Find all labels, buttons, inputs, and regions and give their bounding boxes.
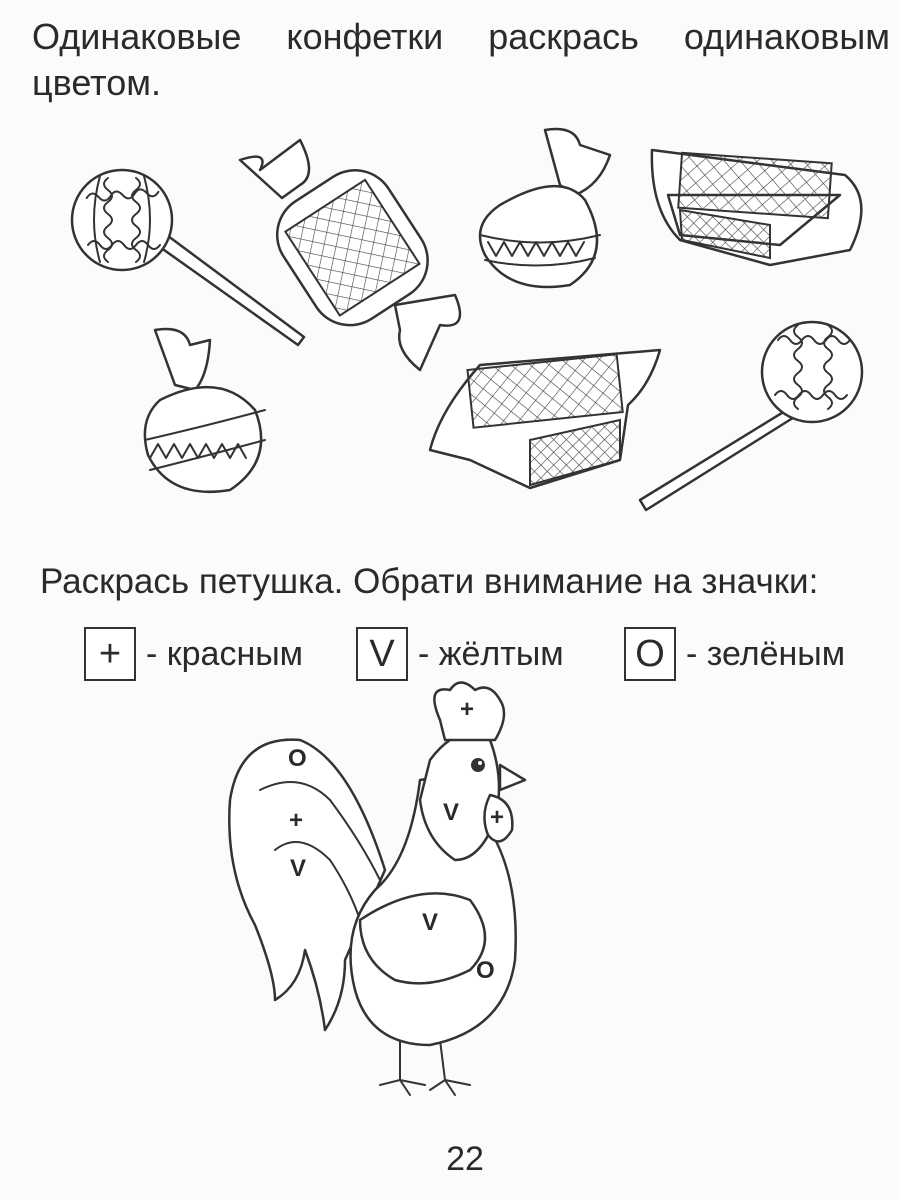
lollipop-icon: [72, 170, 304, 345]
rooster-mark-tail-mid: +: [289, 807, 304, 834]
rooster-mark-tail-top: О: [288, 745, 307, 772]
lollipop-icon: [640, 322, 862, 510]
waffle-candy-icon: [652, 150, 861, 265]
wrapped-candy-icon: [240, 140, 460, 370]
rooster-mark-neck: V: [443, 799, 460, 826]
rooster-mark-body: О: [476, 957, 495, 984]
legend-label: - красным: [146, 634, 304, 673]
rooster-mark-comb: +: [460, 696, 475, 723]
task1-instruction: Одинаковые конфетки раскрась одинаковым цветом.: [32, 16, 890, 103]
bonbon-icon: [145, 329, 265, 492]
legend-item-red: [84, 627, 303, 681]
legend-item-yellow: [356, 627, 564, 681]
rooster-mark-wattle: +: [490, 804, 505, 831]
legend-label: - жёлтым: [418, 634, 564, 673]
rooster-mark-tail-low: V: [290, 855, 307, 882]
legend-symbol-box: О: [624, 627, 676, 681]
rooster-mark-wing: V: [422, 909, 439, 936]
page-number: 22: [446, 1140, 484, 1178]
legend-symbol-box: +: [84, 627, 136, 681]
legend-item-green: [624, 627, 845, 681]
waffle-candy-icon: [430, 350, 660, 488]
bonbon-icon: [480, 129, 610, 287]
legend-symbol-box: V: [356, 627, 408, 681]
task2-instruction: Раскрась петушка. Обрати внимание на значки:: [40, 562, 819, 601]
legend-label: - зелёным: [686, 634, 846, 673]
rooster-icon: [229, 683, 525, 1096]
